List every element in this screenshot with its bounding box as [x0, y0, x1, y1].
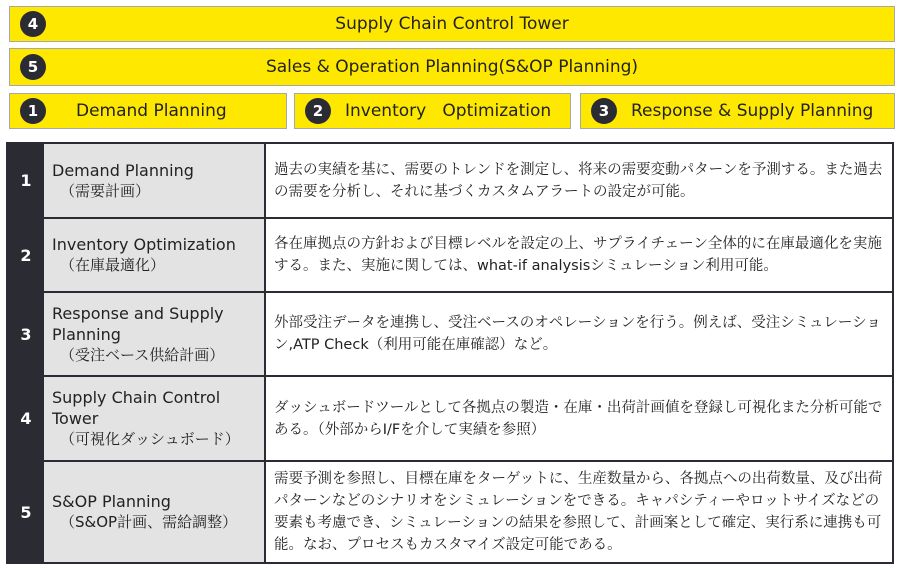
banner-response-supply-planning — [580, 93, 895, 129]
module-name-en: Response and Supply Planning — [52, 303, 224, 344]
row-number: 2 — [8, 219, 44, 291]
module-description: 外部受注データを連携し、受注ベースのオペレーションを行う。例えば、受注シミュレーション,ATP Check（利用可能在庫確認）など。 — [274, 315, 881, 353]
banner-sop-planning — [9, 48, 895, 86]
banner-label: Sales & Operation Planning(S&OP Planning) — [265, 57, 639, 77]
module-description-table — [6, 142, 894, 564]
module-name-ja: （受注ベース供給計画） — [60, 345, 225, 364]
module-description: 過去の実績を基に、需要のトレンドを測定し、将来の需要変動パターンを予測する。また過去の需要を分析し、それに基づくカスタムアラートの設定が可能。 — [274, 161, 883, 200]
row-number: 1 — [8, 144, 44, 217]
module-description: ダッシュボードツールとして各拠点の製造・在庫・出荷計画値を登録し可視化また分析可能である。（外部からI/Fを介して実績を参照） — [274, 399, 883, 438]
banner-supply-chain-control-tower — [9, 6, 895, 42]
module-name-cell — [44, 462, 266, 562]
module-name-cell — [44, 377, 266, 460]
module-name-cell — [44, 219, 266, 291]
table-row — [8, 460, 892, 562]
module-name-ja: （S&OP計画、需給調整） — [60, 513, 238, 531]
module-name-en: S&OP Planning — [52, 492, 171, 511]
number-badge: 1 — [20, 98, 46, 124]
row-number: 4 — [8, 377, 44, 460]
module-name-en: Demand Planning — [52, 160, 194, 180]
module-description: 需要予測を参照し、目標在庫をターゲットに、生産数量から、各拠点への出荷数量、及び出荷パターンなどのシナリオをシミュレーションをできる。キャパシティーやロットサイズなどの要素も考慮でき、シミュレーションの結果を参照して、計画案として確定、実行系に連携も可能。なお、プロセスもカスタマイズ設定可能である。 — [274, 471, 883, 553]
number-badge: 4 — [20, 11, 46, 37]
row-number: 5 — [8, 462, 44, 562]
module-name-en: Inventory Optimization — [52, 235, 236, 254]
table-row — [8, 217, 892, 291]
banner-label: Supply Chain Control Tower — [335, 14, 569, 34]
module-name-ja: （可視化ダッシュボード） — [60, 430, 240, 448]
module-name-ja: （在庫最適化） — [60, 256, 166, 274]
banner-label: Response & Supply Planning — [631, 101, 874, 121]
table-row — [8, 291, 892, 375]
row-number: 3 — [8, 293, 44, 375]
module-name-en: Supply Chain Control Tower — [52, 388, 221, 428]
module-name-cell — [44, 293, 266, 375]
banner-label: Inventory Optimization — [345, 101, 552, 121]
number-badge: 2 — [305, 98, 331, 124]
banner-inventory-optimization — [294, 93, 571, 129]
table-row — [8, 144, 892, 217]
table-row — [8, 375, 892, 460]
number-badge: 3 — [591, 98, 617, 124]
module-name-cell — [44, 144, 266, 217]
banner-demand-planning — [9, 93, 287, 129]
module-name-ja: （需要計画） — [60, 181, 151, 200]
number-badge: 5 — [20, 54, 46, 80]
banner-label: Demand Planning — [76, 101, 227, 121]
module-description: 各在庫拠点の方針および目標レベルを設定の上、サプライチェーン全体的に在庫最適化を実施する。また、実施に関しては、what-if analysisシミュレーション利用可能。 — [274, 236, 882, 274]
